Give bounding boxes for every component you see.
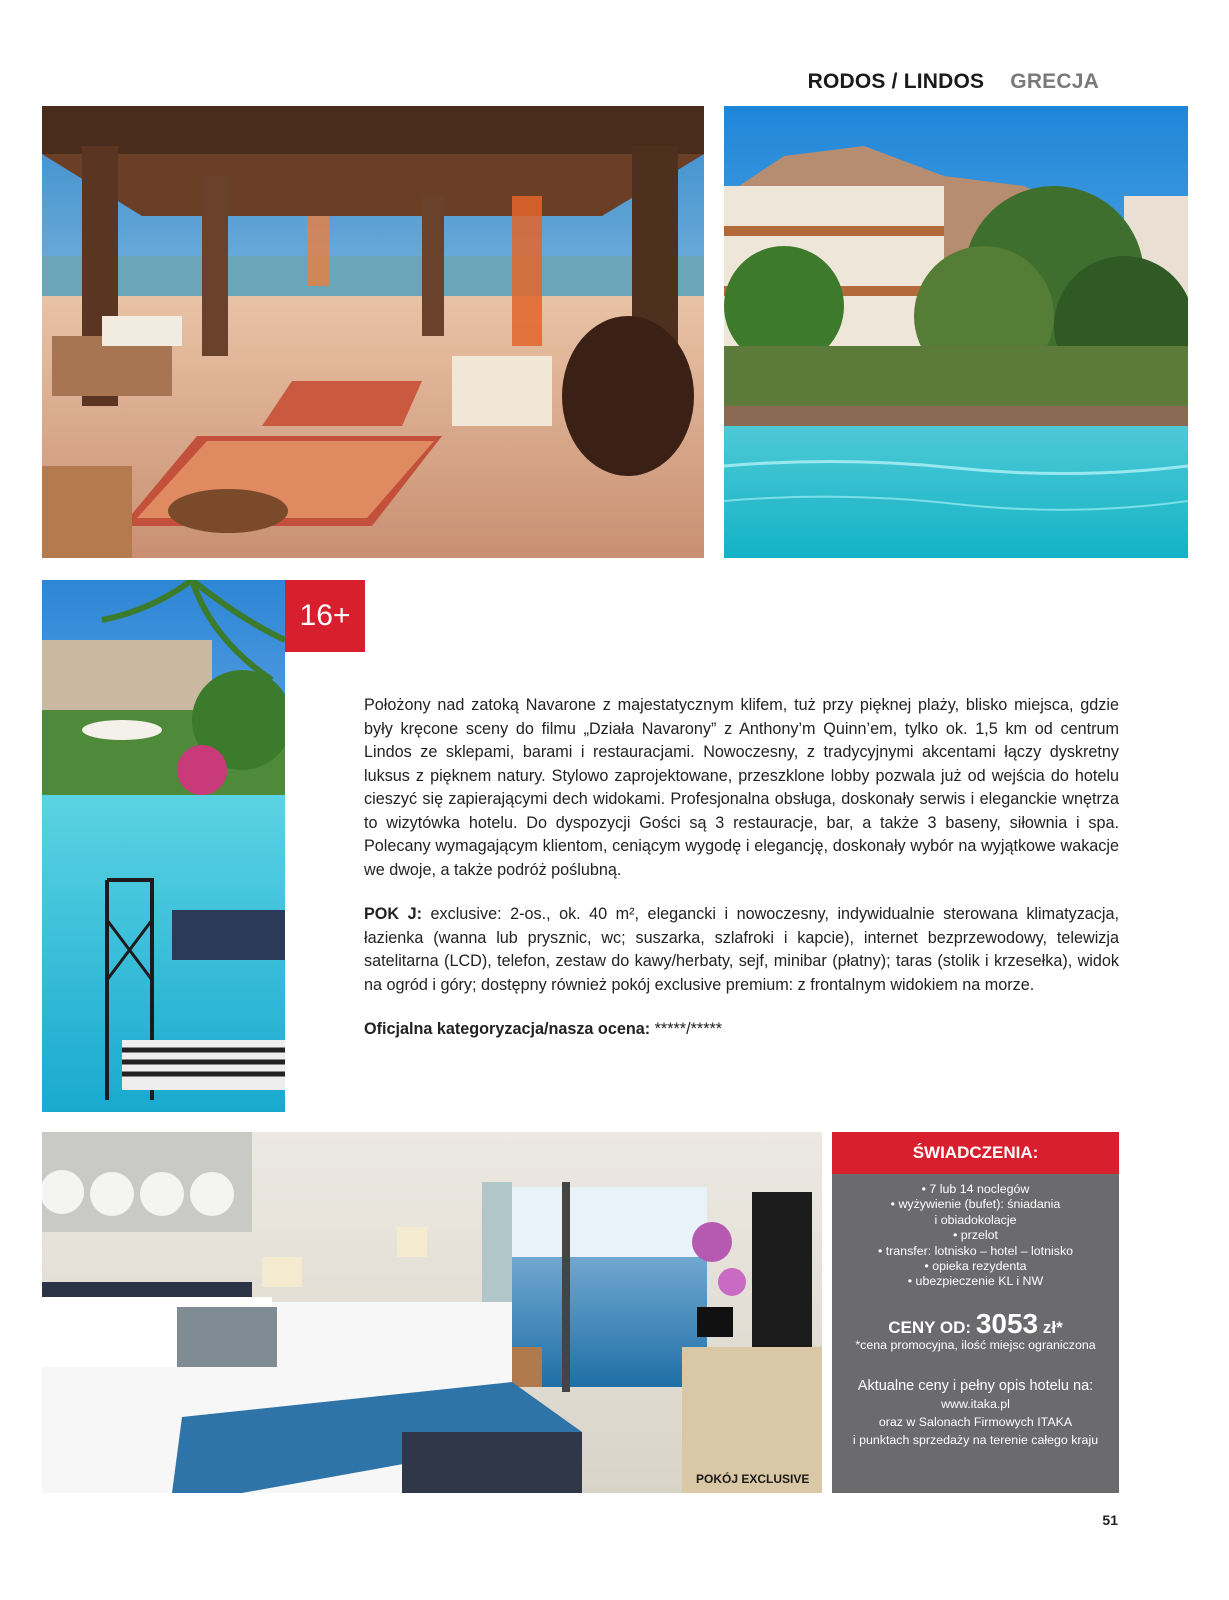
benefit-item: • opieka rezydenta	[924, 1259, 1027, 1274]
age-badge: 16+	[285, 580, 365, 652]
benefit-item: • ubezpieczenie KL i NW	[907, 1274, 1044, 1289]
info-line: i punktach sprzedaży na terenie całego kraju	[852, 1432, 1099, 1447]
benefits-box	[832, 1132, 1119, 1493]
benefit-item: • wyżywienie (bufet): śniadania	[890, 1197, 1061, 1212]
rating-paragraph	[364, 1018, 1119, 1042]
benefits-title: ŚWIADCZENIA:	[832, 1132, 1119, 1174]
price-currency: zł*	[1042, 1317, 1063, 1337]
room-text: exclusive: 2-os., ok. 40 m², elegancki i nowoczesny, indywidualnie sterowana klimatyzacja, łazienka (wanna lub prysznic, wc; suszarka, szlafroki i kapcie), internet bezprzewodowy, telewizja satelitarna (LCD), telefon, zestaw do kawy/herbaty, sejf, minibar (płatny); taras (stolik i krzesełka), widok na ogród i góry; dostępny również pokój exclusive premium: z frontalnym widokiem na morze.	[364, 905, 1119, 994]
info-line: oraz w Salonach Firmowych ITAKA	[878, 1414, 1073, 1429]
page-number: 51	[1102, 1512, 1118, 1528]
website-link[interactable]: www.itaka.pl	[941, 1396, 1010, 1411]
room-paragraph	[364, 903, 1119, 997]
price-line	[832, 1308, 1119, 1340]
photo-caption: POKÓJ EXCLUSIVE	[696, 1472, 810, 1486]
price-value: 3053	[975, 1307, 1039, 1339]
benefit-item: • transfer: lotnisko – hotel – lotnisko	[877, 1243, 1074, 1258]
bedroom-photo	[42, 1132, 822, 1493]
benefits-list	[832, 1174, 1119, 1290]
rating-label: Oficjalna kategoryzacja/nasza ocena:	[364, 1020, 651, 1038]
price-label: CENY OD:	[888, 1317, 972, 1337]
infinity-pool-photo	[42, 580, 285, 1112]
country-title: GRECJA	[1010, 70, 1099, 93]
price-note: *cena promocyjna, ilość miejsc ograniczona	[855, 1337, 1096, 1352]
benefit-item: • 7 lub 14 noclegów	[921, 1182, 1030, 1196]
info-title: Aktualne ceny i pełny opis hotelu na:	[857, 1377, 1094, 1394]
page-header	[808, 70, 1099, 94]
pool-garden-photo	[724, 106, 1188, 558]
benefit-item: • przelot	[953, 1228, 998, 1243]
hotel-description	[364, 694, 1119, 1063]
rating-value: *****/*****	[654, 1020, 723, 1038]
location-title: RODOS / LINDOS	[807, 70, 985, 93]
terrace-photo	[42, 106, 704, 558]
intro-paragraph: Położony nad zatoką Navarone z majestatycznym klifem, tuż przy pięknej plaży, blisko miejsca, gdzie były kręcone sceny do filmu „Działa Navarony” z Anthony’m Quinn’em, tylko ok. 1,5 km od centrum Lindos ze sklepami, barami i restauracjami. Nowoczesny, z tradycyjnymi akcentami łączy dyskretny luksus z pięknem natury. Stylowo zaprojektowane, przeszklone lobby pozwala już od wejścia do hotelu cieszyć się zapierającymi dech widokami. Profesjonalna obsługa, doskonały serwis i eleganckie wnętrza to wizytówka hotelu. Do dyspozycji Gości są 3 restauracje, bar, a także 3 baseny, siłownia i spa. Polecany wymagającym klientom, ceniącym wygodę i elegancję, doskonały wybór na wyjątkowe wakacje we dwoje, a także podróż poślubną.	[364, 696, 1119, 879]
room-label: POK J:	[364, 905, 422, 923]
benefit-item: i obiadokolacje	[934, 1212, 1017, 1227]
